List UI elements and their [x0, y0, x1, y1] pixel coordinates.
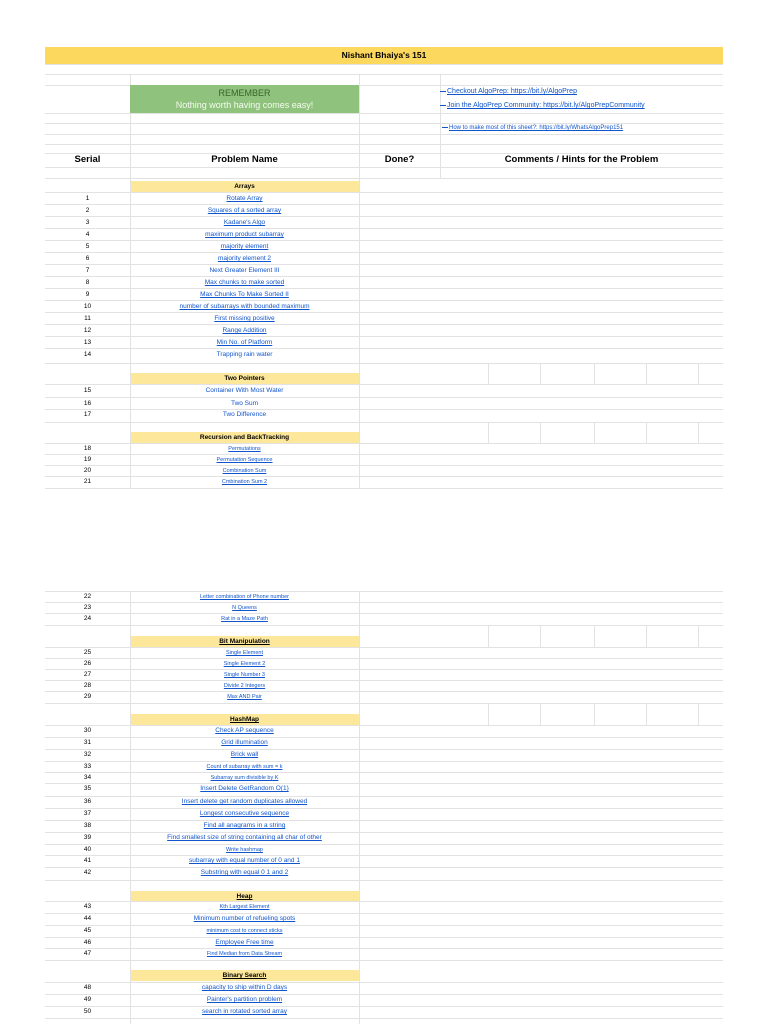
- serial-cell: 31: [83, 739, 92, 746]
- serial-cell: 11: [84, 315, 91, 322]
- problem-link[interactable]: Find all anagrams in a string: [203, 822, 286, 829]
- sheet-page-1: [45, 47, 723, 490]
- serial-cell: 4: [85, 231, 90, 238]
- problem-link[interactable]: minimum cost to connect sticks: [206, 928, 283, 934]
- serial-cell: 35: [83, 785, 92, 792]
- serial-cell: 28: [83, 682, 92, 689]
- algoprep-link[interactable]: [440, 88, 577, 95]
- howto-link[interactable]: [442, 125, 623, 131]
- table-row: [45, 613, 723, 625]
- serial-cell: 27: [83, 671, 92, 678]
- table-row: [45, 808, 723, 820]
- problem-link[interactable]: maximum product subarray: [205, 231, 284, 238]
- serial-cell: 13: [83, 339, 92, 346]
- table-row: [45, 982, 723, 994]
- serial-cell: 23: [83, 604, 92, 611]
- serial-cell: 50: [83, 1008, 92, 1015]
- remember-quote: Nothing worth having comes easy!: [175, 100, 314, 110]
- section-binary-search: Binary Search: [130, 970, 359, 981]
- problem-link[interactable]: Trapping rain water: [216, 351, 273, 358]
- table-row: [45, 948, 723, 960]
- serial-cell: 21: [83, 478, 92, 485]
- serial-cell: 14: [83, 351, 92, 358]
- serial-cell: 7: [85, 267, 90, 274]
- problem-link[interactable]: N Queens: [232, 605, 257, 611]
- table-row: [45, 901, 723, 913]
- problem-link[interactable]: majority element: [220, 243, 269, 250]
- problem-link[interactable]: Cmbination Sum 2: [221, 479, 268, 485]
- problem-link[interactable]: Combination Sum: [222, 468, 267, 474]
- problem-link[interactable]: Min No. of Platform: [216, 339, 273, 346]
- problem-link[interactable]: subarray with equal number of 0 and 1: [189, 857, 300, 864]
- problem-link[interactable]: Squares of a sorted array: [207, 207, 282, 214]
- serial-cell: 1: [85, 195, 90, 202]
- problem-link[interactable]: Kth Largest Element: [219, 904, 270, 910]
- serial-cell: 5: [85, 243, 90, 250]
- table-row: [45, 691, 723, 703]
- section-two-pointers: Two Pointers: [130, 373, 359, 384]
- serial-cell: 39: [83, 834, 92, 841]
- problem-link[interactable]: Next Greater Element III: [209, 267, 280, 274]
- serial-cell: 38: [83, 822, 92, 829]
- remember-heading: REMEMBER: [218, 88, 271, 98]
- serial-cell: 2: [85, 207, 90, 214]
- serial-cell: 25: [83, 649, 92, 656]
- problem-link[interactable]: Single Element 2: [223, 661, 266, 667]
- problem-link[interactable]: Count of subarray with sum = k: [206, 764, 283, 770]
- serial-cell: 24: [83, 615, 92, 622]
- problem-link[interactable]: Subarray sum divisible by K: [210, 775, 279, 781]
- table-row: [45, 349, 723, 361]
- serial-cell: 29: [83, 693, 92, 700]
- table-row: [45, 1006, 723, 1018]
- comments-header: Comments / Hints for the Problem: [504, 154, 659, 165]
- problem-link[interactable]: Single Element: [226, 650, 263, 656]
- serial-cell: 40: [83, 846, 92, 853]
- table-row: [45, 783, 723, 795]
- problem-link[interactable]: capacity to ship within D days: [201, 984, 288, 991]
- serial-cell: 3: [85, 219, 90, 226]
- serial-cell: 32: [83, 751, 92, 758]
- problem-link[interactable]: search in rotated sorted array: [202, 1008, 287, 1015]
- problem-link[interactable]: Container With Most Water: [205, 387, 284, 394]
- problem-link[interactable]: Letter combination of Phone number: [200, 594, 289, 600]
- serial-cell: 17: [83, 411, 92, 418]
- problem-link[interactable]: Max chunks to make sorted: [204, 279, 285, 286]
- community-link-text: Join the AlgoPrep Community: https://bit.ly/AlgoPrepCommunity: [447, 102, 645, 109]
- serial-cell: 47: [83, 950, 92, 957]
- problem-link[interactable]: Employee Free time: [215, 939, 274, 946]
- problem-link[interactable]: Single Number 3: [224, 672, 265, 678]
- problem-link[interactable]: Two Sum: [230, 400, 259, 407]
- problem-link[interactable]: Divide 2 Integers: [223, 683, 266, 689]
- problem-link[interactable]: Insert delete get random duplicates allowed: [181, 798, 308, 805]
- serial-cell: 48: [83, 984, 92, 991]
- problem-link[interactable]: Find smallest size of string containing all char of other: [167, 834, 322, 841]
- serial-cell: 22: [83, 593, 92, 600]
- serial-cell: 34: [83, 774, 92, 781]
- serial-cell: 42: [83, 869, 92, 876]
- serial-cell: 41: [83, 857, 92, 864]
- problem-link[interactable]: Max AND Pair: [227, 694, 262, 700]
- problem-link[interactable]: Range Addition: [222, 327, 267, 334]
- table-row: [45, 820, 723, 832]
- problem-link[interactable]: number of subarrays with bounded maximum: [179, 303, 310, 310]
- serial-cell: 16: [83, 400, 92, 407]
- problem-link[interactable]: Insert Delete GetRandom O(1): [200, 785, 289, 792]
- algoprep-link-text: Checkout AlgoPrep: https://bit.ly/AlgoPrep: [447, 88, 577, 95]
- table-row: [45, 796, 723, 808]
- section-bit-manipulation: Bit Manipulation: [130, 636, 359, 647]
- serial-cell: 37: [83, 810, 92, 817]
- table-row: [45, 749, 723, 761]
- comment-grid: [440, 422, 723, 444]
- problem-link[interactable]: Max Chunks To Make Sorted II: [200, 291, 289, 298]
- problem-link[interactable]: First missing positive: [214, 315, 275, 322]
- problem-link[interactable]: Longest consecutive sequence: [199, 810, 290, 817]
- section-recursion: Recursion and BackTracking: [130, 432, 359, 443]
- serial-cell: 49: [83, 996, 92, 1003]
- serial-cell: 45: [83, 927, 92, 934]
- serial-cell: 36: [83, 798, 92, 805]
- serial-cell: 20: [83, 467, 92, 474]
- problem-link[interactable]: Permutation Sequence: [216, 457, 273, 463]
- section-heap: Heap: [130, 891, 359, 902]
- sheet-page-2: [45, 591, 723, 1024]
- serial-cell: 33: [83, 763, 92, 770]
- serial-cell: 46: [83, 939, 92, 946]
- serial-header: Serial: [74, 154, 101, 165]
- serial-cell: 26: [83, 660, 92, 667]
- comment-grid: [440, 363, 723, 385]
- serial-cell: 10: [83, 303, 92, 310]
- problem-link[interactable]: Kadane's Algo: [223, 219, 266, 226]
- problem-link[interactable]: Permutations: [228, 446, 261, 452]
- serial-cell: 44: [83, 915, 92, 922]
- problem-link[interactable]: Substring with equal 0 1 and 2: [200, 869, 289, 876]
- serial-cell: 43: [83, 903, 92, 910]
- serial-cell: 6: [85, 255, 90, 262]
- done-header: Done?: [384, 154, 415, 165]
- problem-link[interactable]: Rat in a Maze Path: [221, 616, 268, 622]
- problem-link[interactable]: Find Median from Data Stream: [206, 951, 283, 957]
- howto-link-text: How to make most of this sheet?: https://bit.ly/WhatsAlgoPrep151: [449, 125, 624, 131]
- problem-link[interactable]: Check AP sequence: [215, 727, 274, 734]
- section-hashmap: HashMap: [130, 714, 359, 725]
- table-row: [45, 409, 723, 421]
- section-arrays: Arrays: [130, 181, 359, 192]
- table-row: [45, 925, 723, 937]
- problem-name-header: Problem Name: [211, 154, 278, 165]
- serial-cell: 8: [85, 279, 90, 286]
- table-row: [45, 867, 723, 879]
- comment-grid: [440, 625, 723, 647]
- problem-link[interactable]: Grid illumination: [221, 739, 268, 746]
- problem-link[interactable]: Rotate Array: [226, 195, 263, 202]
- table-row: [45, 832, 723, 844]
- problem-link[interactable]: Write hashmap: [226, 847, 263, 853]
- serial-cell: 19: [83, 456, 92, 463]
- table-row: [45, 385, 723, 397]
- problem-link[interactable]: Brick wall: [230, 751, 259, 758]
- problem-link[interactable]: Painter's partition problem: [206, 996, 283, 1003]
- serial-cell: 18: [83, 445, 92, 452]
- serial-cell: 15: [83, 387, 92, 394]
- serial-cell: 12: [83, 327, 92, 334]
- table-row: [45, 913, 723, 925]
- table-row: [45, 725, 723, 737]
- serial-cell: 30: [83, 727, 92, 734]
- table-row: [45, 737, 723, 749]
- remember-box: [130, 85, 359, 113]
- problem-link[interactable]: majority element 2: [217, 255, 272, 262]
- table-row: [45, 994, 723, 1006]
- problem-link[interactable]: Minimum number of refueling spots: [193, 915, 296, 922]
- comment-grid: [440, 703, 723, 725]
- serial-cell: 9: [85, 291, 90, 298]
- sheet-title: Nishant Bhaiya's 151: [45, 47, 723, 64]
- table-row: [45, 476, 723, 488]
- table-row: [45, 855, 723, 867]
- problem-link[interactable]: Two Difference: [222, 411, 267, 418]
- community-link[interactable]: [440, 102, 645, 109]
